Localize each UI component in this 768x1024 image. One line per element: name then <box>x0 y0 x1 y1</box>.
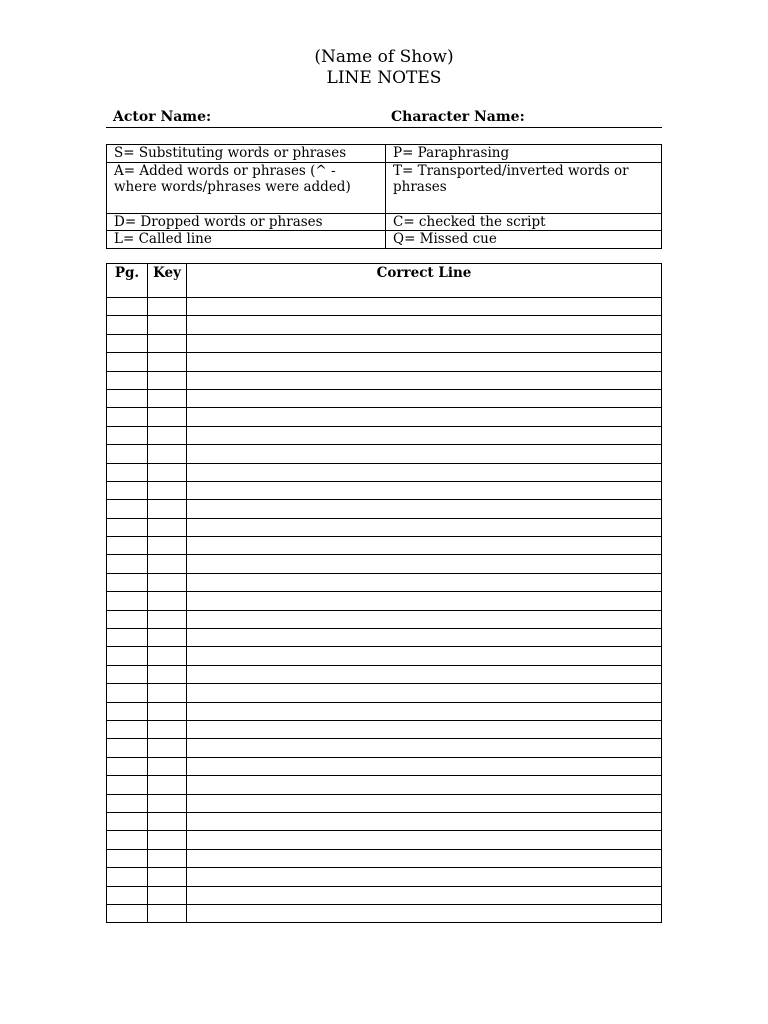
character-name-label: Character Name: <box>391 109 525 125</box>
page-cell[interactable] <box>107 537 148 555</box>
key-cell[interactable] <box>148 463 187 481</box>
key-cell[interactable] <box>148 316 187 334</box>
key-cell[interactable] <box>148 426 187 444</box>
correct-line-cell[interactable] <box>187 904 662 922</box>
key-entry: D= Dropped words or phrases <box>107 213 386 231</box>
table-row <box>107 776 662 794</box>
show-name: (Name of Show) <box>314 47 454 67</box>
key-cell[interactable] <box>148 298 187 316</box>
key-cell[interactable] <box>148 353 187 371</box>
correct-line-cell[interactable] <box>187 684 662 702</box>
correct-line-cell[interactable] <box>187 610 662 628</box>
key-cell[interactable] <box>148 757 187 775</box>
correct-line-cell[interactable] <box>187 665 662 683</box>
correct-line-cell[interactable] <box>187 389 662 407</box>
table-header-row <box>107 264 662 298</box>
key-row <box>107 162 662 213</box>
table-row <box>107 555 662 573</box>
correct-line-cell[interactable] <box>187 849 662 867</box>
correct-line-cell[interactable] <box>187 776 662 794</box>
page-cell[interactable] <box>107 757 148 775</box>
key-cell[interactable] <box>148 555 187 573</box>
key-entry: P= Paraphrasing <box>386 145 662 163</box>
correct-line-cell[interactable] <box>187 739 662 757</box>
page-cell[interactable] <box>107 831 148 849</box>
table-row <box>107 334 662 352</box>
key-cell[interactable] <box>148 500 187 518</box>
name-fields-line <box>106 109 662 128</box>
key-cell[interactable] <box>148 702 187 720</box>
correct-line-cell[interactable] <box>187 757 662 775</box>
table-row <box>107 463 662 481</box>
table-row <box>107 868 662 886</box>
table-row <box>107 702 662 720</box>
table-row <box>107 610 662 628</box>
table-row <box>107 812 662 830</box>
page-cell[interactable] <box>107 904 148 922</box>
key-cell[interactable] <box>148 886 187 904</box>
key-cell[interactable] <box>148 610 187 628</box>
key-row <box>107 213 662 231</box>
correct-line-cell[interactable] <box>187 702 662 720</box>
key-cell[interactable] <box>148 629 187 647</box>
key-cell[interactable] <box>148 334 187 352</box>
page-cell[interactable] <box>107 776 148 794</box>
page-cell[interactable] <box>107 555 148 573</box>
correct-line-cell[interactable] <box>187 831 662 849</box>
key-entry: S= Substituting words or phrases <box>107 145 386 163</box>
key-cell[interactable] <box>148 665 187 683</box>
actor-name-label: Actor Name: <box>113 109 212 125</box>
table-row <box>107 739 662 757</box>
correct-line-cell[interactable] <box>187 555 662 573</box>
page-cell[interactable] <box>107 702 148 720</box>
sheet-title: LINE NOTES <box>326 68 442 88</box>
table-row <box>107 481 662 499</box>
column-header-page: Pg. <box>107 264 148 298</box>
key-entry: T= Transported/inverted words or phrases <box>386 162 662 213</box>
correct-line-cell[interactable] <box>187 371 662 389</box>
table-row <box>107 353 662 371</box>
key-cell[interactable] <box>148 371 187 389</box>
page-cell[interactable] <box>107 463 148 481</box>
key-cell[interactable] <box>148 812 187 830</box>
correct-line-cell[interactable] <box>187 481 662 499</box>
key-entry: L= Called line <box>107 231 386 249</box>
key-legend-table <box>106 144 662 249</box>
table-row <box>107 720 662 738</box>
column-header-correct-line: Correct Line <box>187 264 662 298</box>
key-cell[interactable] <box>148 481 187 499</box>
table-row <box>107 849 662 867</box>
page-cell[interactable] <box>107 389 148 407</box>
key-entry: A= Added words or phrases (^ - where words/phrases were added) <box>107 162 386 213</box>
key-cell[interactable] <box>148 389 187 407</box>
table-row <box>107 408 662 426</box>
correct-line-cell[interactable] <box>187 426 662 444</box>
page-cell[interactable] <box>107 481 148 499</box>
correct-line-cell[interactable] <box>187 518 662 536</box>
correct-line-cell[interactable] <box>187 334 662 352</box>
page-cell[interactable] <box>107 684 148 702</box>
correct-line-cell[interactable] <box>187 592 662 610</box>
column-header-key: Key <box>148 264 187 298</box>
correct-line-cell[interactable] <box>187 500 662 518</box>
table-row <box>107 684 662 702</box>
correct-line-cell[interactable] <box>187 886 662 904</box>
page-cell[interactable] <box>107 371 148 389</box>
correct-line-cell[interactable] <box>187 720 662 738</box>
table-row <box>107 316 662 334</box>
key-cell[interactable] <box>148 739 187 757</box>
page-cell[interactable] <box>107 886 148 904</box>
line-notes-table <box>106 263 662 923</box>
key-row <box>107 231 662 249</box>
table-row <box>107 426 662 444</box>
key-cell[interactable] <box>148 537 187 555</box>
page-cell[interactable] <box>107 298 148 316</box>
correct-line-cell[interactable] <box>187 794 662 812</box>
table-row <box>107 757 662 775</box>
page-cell[interactable] <box>107 353 148 371</box>
line-notes-body <box>107 298 662 923</box>
table-row <box>107 371 662 389</box>
correct-line-cell[interactable] <box>187 316 662 334</box>
table-row <box>107 665 662 683</box>
key-cell[interactable] <box>148 684 187 702</box>
key-cell[interactable] <box>148 408 187 426</box>
page-cell[interactable] <box>107 500 148 518</box>
key-cell[interactable] <box>148 831 187 849</box>
correct-line-cell[interactable] <box>187 812 662 830</box>
page-cell[interactable] <box>107 720 148 738</box>
key-cell[interactable] <box>148 794 187 812</box>
key-cell[interactable] <box>148 776 187 794</box>
page-cell[interactable] <box>107 573 148 591</box>
page-cell[interactable] <box>107 445 148 463</box>
key-cell[interactable] <box>148 849 187 867</box>
key-cell[interactable] <box>148 592 187 610</box>
key-row <box>107 145 662 163</box>
page-cell[interactable] <box>107 665 148 683</box>
correct-line-cell[interactable] <box>187 868 662 886</box>
table-row <box>107 592 662 610</box>
table-row <box>107 886 662 904</box>
key-cell[interactable] <box>148 868 187 886</box>
correct-line-cell[interactable] <box>187 573 662 591</box>
key-cell[interactable] <box>148 720 187 738</box>
table-row <box>107 629 662 647</box>
key-cell[interactable] <box>148 445 187 463</box>
page-cell[interactable] <box>107 408 148 426</box>
page-cell[interactable] <box>107 426 148 444</box>
table-row <box>107 500 662 518</box>
page-cell[interactable] <box>107 812 148 830</box>
table-row <box>107 794 662 812</box>
page-cell[interactable] <box>107 592 148 610</box>
correct-line-cell[interactable] <box>187 353 662 371</box>
key-entry: Q= Missed cue <box>386 231 662 249</box>
page-cell[interactable] <box>107 868 148 886</box>
correct-line-cell[interactable] <box>187 537 662 555</box>
table-row <box>107 445 662 463</box>
table-row <box>107 647 662 665</box>
page-cell[interactable] <box>107 629 148 647</box>
correct-line-cell[interactable] <box>187 647 662 665</box>
page-cell[interactable] <box>107 610 148 628</box>
page-cell[interactable] <box>107 794 148 812</box>
correct-line-cell[interactable] <box>187 408 662 426</box>
table-row <box>107 537 662 555</box>
key-cell[interactable] <box>148 904 187 922</box>
page-cell[interactable] <box>107 316 148 334</box>
correct-line-cell[interactable] <box>187 298 662 316</box>
page-cell[interactable] <box>107 739 148 757</box>
table-row <box>107 389 662 407</box>
table-row <box>107 904 662 922</box>
page-cell[interactable] <box>107 334 148 352</box>
table-row <box>107 518 662 536</box>
correct-line-cell[interactable] <box>187 629 662 647</box>
table-row <box>107 831 662 849</box>
page-cell[interactable] <box>107 518 148 536</box>
table-row <box>107 298 662 316</box>
key-cell[interactable] <box>148 518 187 536</box>
key-cell[interactable] <box>148 573 187 591</box>
page-cell[interactable] <box>107 647 148 665</box>
page-cell[interactable] <box>107 849 148 867</box>
key-cell[interactable] <box>148 647 187 665</box>
table-row <box>107 573 662 591</box>
correct-line-cell[interactable] <box>187 463 662 481</box>
key-entry: C= checked the script <box>386 213 662 231</box>
correct-line-cell[interactable] <box>187 445 662 463</box>
